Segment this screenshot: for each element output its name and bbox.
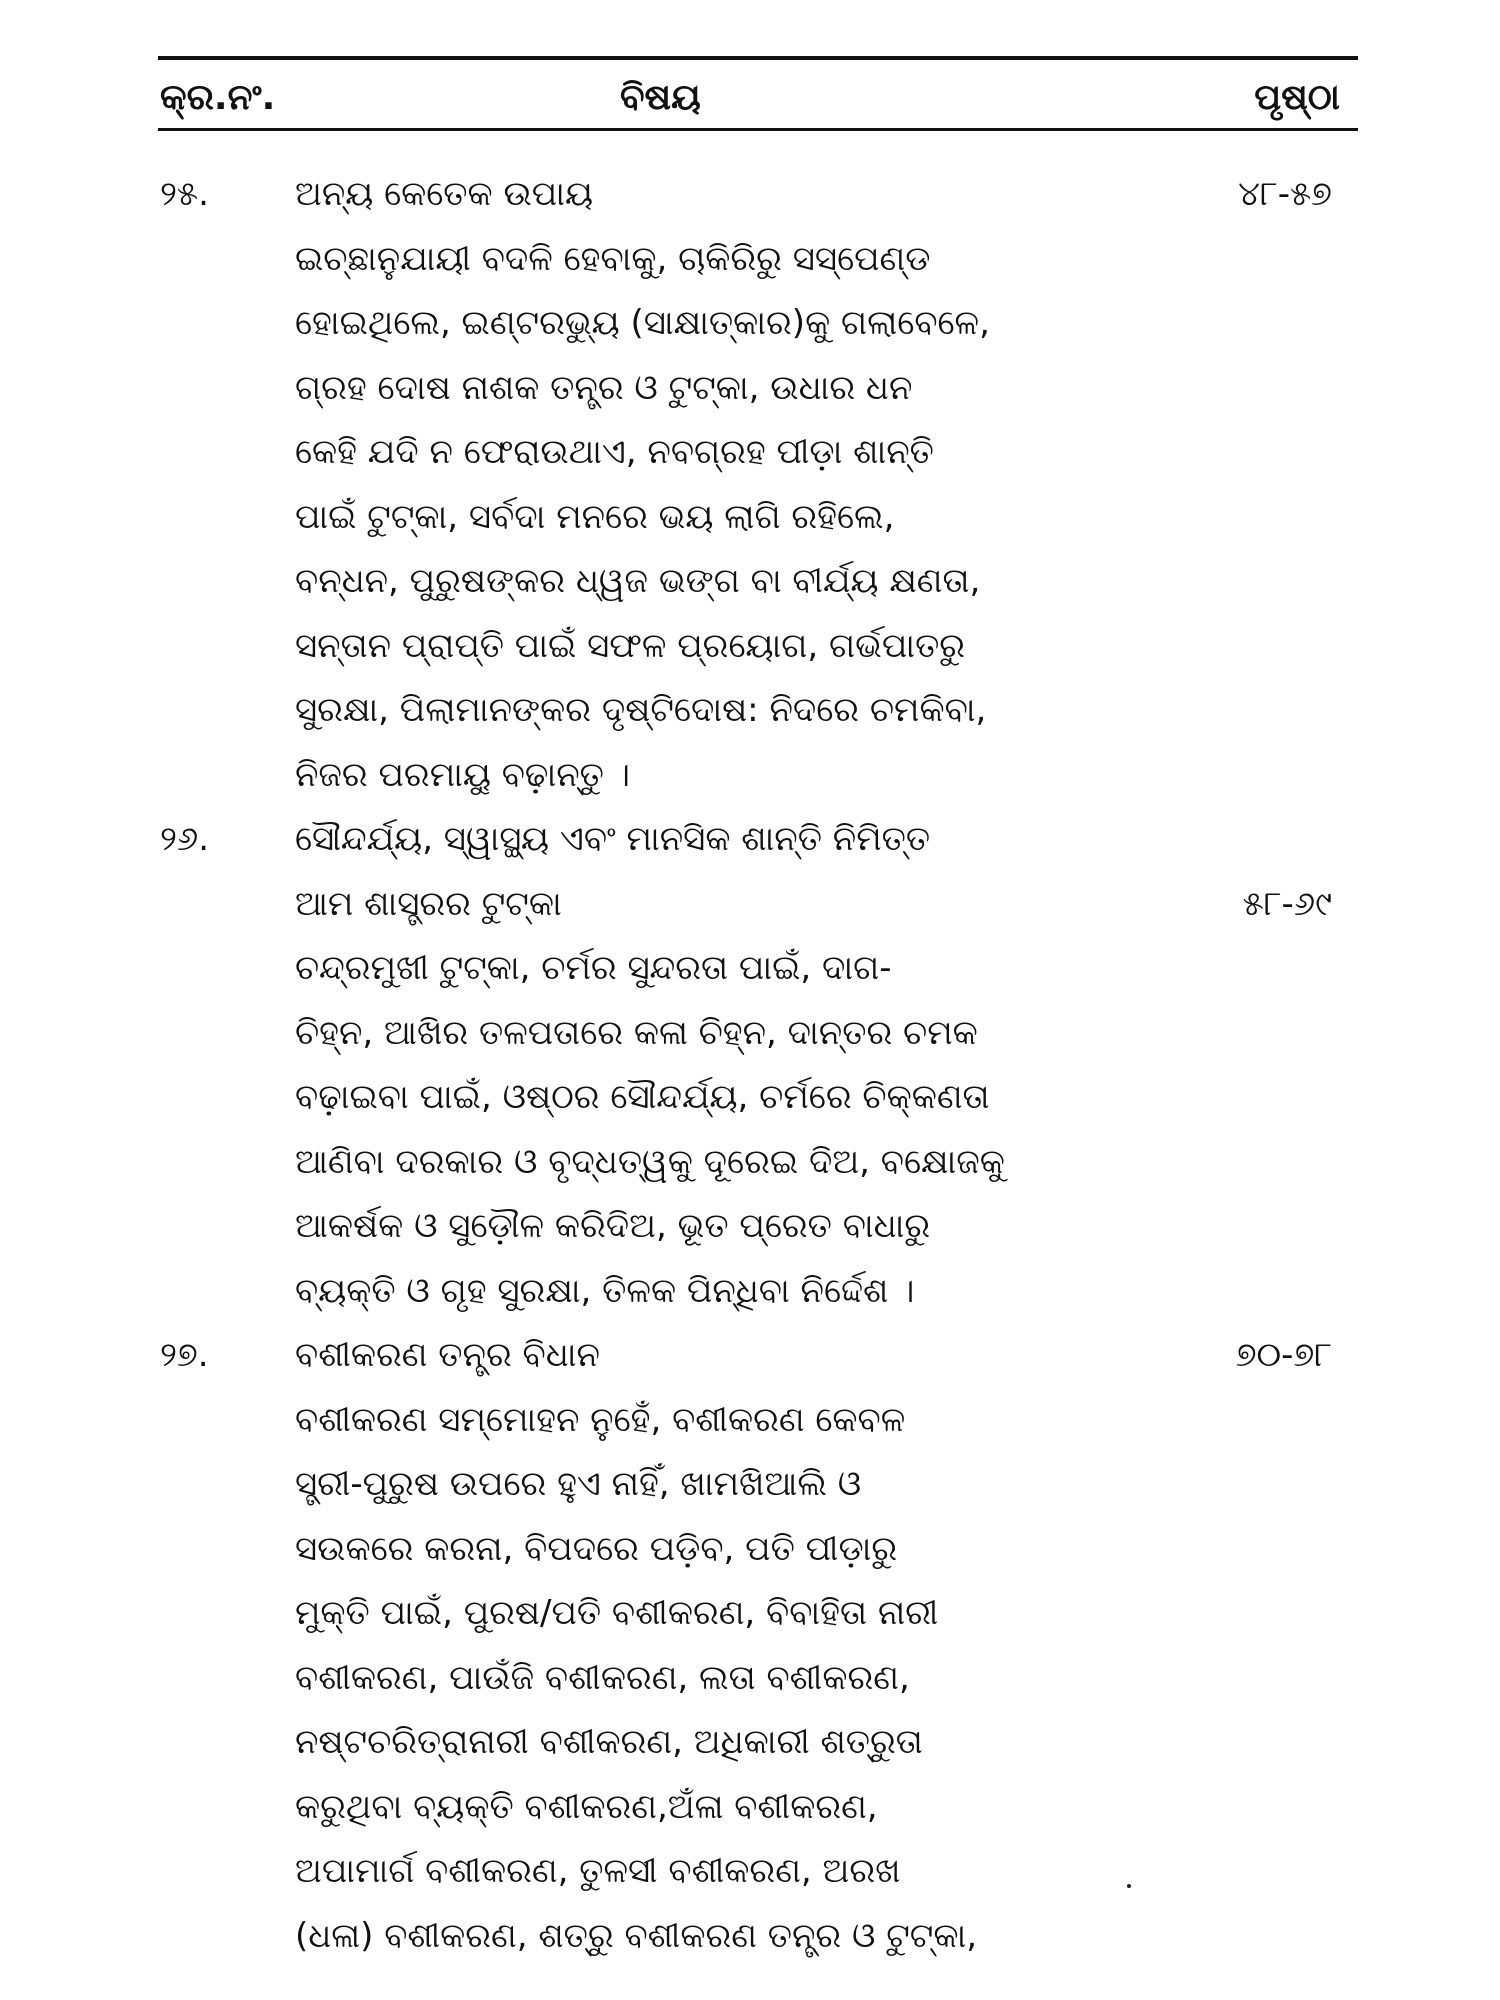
entry-line: ନିଜର ପରମାୟୁ ବଢ଼ାନ୍ତୁ ।: [295, 754, 630, 795]
entry-line: ବଶୀକରଣ, ପାଉଁଜି ବଶୀକରଣ, ଲତା ବଶୀକରଣ,: [295, 1657, 910, 1698]
entry-line: ସଉକରେ କରନା, ବିପଦରେ ପଡ଼ିବ, ପତି ପୀଡ଼ାରୁ: [295, 1528, 898, 1569]
serial-number-header: କ୍ର.ନଂ.: [160, 77, 276, 118]
entry-line: କେହି ଯଦି ନ ଫେରାଉଥାଏ, ନବଗ୍ରହ ପୀଡ଼ା ଶାନ୍ତି: [295, 432, 934, 472]
entry-number: ୨୬.: [160, 819, 210, 859]
entry-line: ବ୍ୟକ୍ତି ଓ ଗୃହ ସୁରକ୍ଷା, ତିଳକ ପିନ୍ଧିବା ନିର୍ଦ୍ଦେଶ ।: [295, 1270, 915, 1311]
entry-description: [295, 162, 1085, 807]
entry-line: ଚିହ୍ନ, ଆଖିର ତଳପତାରେ କଳା ଚିହ୍ନ, ଦାନ୍ତର ଚମକ: [295, 1012, 978, 1053]
entry-line: ଚନ୍ଦ୍ରମୁଖୀ ଟୁଟ୍‌କା, ଚର୍ମର ସୁନ୍ଦରତା ପାଇଁ, ଦାଗ-: [295, 948, 892, 988]
ink-speck: [1127, 1884, 1131, 1888]
entry-line: ଗ୍ରହ ଦୋଷ ନାଶକ ତନ୍ତ୍ର ଓ ଟୁଟ୍‌କା, ଉଧାର ଧନ: [295, 367, 913, 408]
entry-line: ନଷ୍ଟଚରିତ୍ରାନାରୀ ବଶୀକରଣ, ଅଧିକାରୀ ଶତ୍ରୁତା: [295, 1722, 923, 1762]
entry-line: ସ୍ତ୍ରୀ-ପୁରୁଷ ଉପରେ ହୁଏ ନାହିଁ, ଖାମଖିଆଲି ଓ: [295, 1464, 862, 1504]
entry-title: ସୌନ୍ଦର୍ଯ୍ୟ, ସ୍ୱାସ୍ଥ୍ୟ ଏବଂ ମାନସିକ ଶାନ୍ତି ନିମିତ୍ତ: [295, 819, 931, 859]
entry-line: ବଢ଼ାଇବା ପାଇଁ, ଓଷ୍ଠର ସୌନ୍ଦର୍ଯ୍ୟ, ଚର୍ମରେ ଚିକ୍କଣତା: [295, 1077, 990, 1117]
entry-line: (ଧଳା) ବଶୀକରଣ, ଶତ୍ରୁ ବଶୀକରଣ ତନ୍ତ୍ର ଓ ଟୁଟ୍‌କା,: [295, 1915, 978, 1956]
entry-line: ଆକର୍ଷକ ଓ ସୁଡ଼ୌଳ କରିଦିଅ, ଭୂତ ପ୍ରେତ ବାଧାରୁ: [295, 1206, 931, 1246]
entry-pages: ୪୮-୫୭: [1238, 174, 1332, 214]
entry-description: [295, 1323, 1085, 1968]
entry-description: [295, 807, 1085, 1323]
entry-line: ସୁରକ୍ଷା, ପିଲାମାନଙ୍କର ଦୃଷ୍ଟିଦୋଷ: ନିଦରେ ଚମକିବା,: [295, 690, 987, 730]
entry-line: ଆଣିବା ଦରକାର ଓ ବୃଦ୍ଧତ୍ୱକୁ ଦୂରେଇ ଦିଅ, ବକ୍ଷୋଜକୁ: [295, 1141, 1005, 1182]
entry-number: ୨୭.: [160, 1335, 209, 1375]
entry-pages: ୫୮-୬୯: [1242, 884, 1332, 924]
entry-title: ଅନ୍ୟ କେତେକ ଉପାୟ: [295, 174, 594, 214]
entry-line: ଇଚ୍ଛାନୁଯାୟୀ ବଦଳି ହେବାକୁ, ଚାକିରିରୁ ସସ୍‌ପେଣ୍ଡ: [295, 238, 931, 279]
header-rule: [158, 128, 1358, 131]
entry-line: ପାଇଁ ଟୁଟ୍‌କା, ସର୍ବଦା ମନରେ ଭୟ ଲାଗି ରହିଲେ,: [295, 496, 895, 537]
entry-title: ବଶୀକରଣ ତନ୍ତ୍ର ବିଧାନ: [295, 1335, 600, 1375]
entry-number: ୨୫.: [160, 174, 209, 214]
entry-line: ମୁକ୍ତି ପାଇଁ, ପୁରଷ/ପତି ବଶୀକରଣ, ବିବାହିତା ନାରୀ: [295, 1593, 939, 1633]
entry-line: ଅପାମାର୍ଗ ବଶୀକରଣ, ତୁଳସୀ ବଶୀକରଣ, ଅରଖ: [295, 1851, 901, 1891]
entry-line: ହୋଇଥିଲେ, ଇଣ୍ଟରଭ୍ୟୁ (ସାକ୍ଷାତ୍‌କାର)କୁ ଗଲାବେଳେ,: [295, 303, 990, 343]
entry-line: ସନ୍ତାନ ପ୍ରାପ୍ତି ପାଇଁ ସଫଳ ପ୍ରୟୋଗ, ଗର୍ଭପାତରୁ: [295, 625, 966, 666]
page-number-header: ପୃଷ୍ଠା: [1254, 77, 1340, 118]
entry-line: ବଶୀକରଣ ସମ୍ମୋହନ ନୁହେଁ, ବଶୀକରଣ କେବଳ: [295, 1399, 906, 1440]
entry-line: ବନ୍ଧନ, ପୁରୁଷଙ୍କର ଧ୍ୱଜ ଭଙ୍ଗ ବା ବୀର୍ଯ୍ୟ କ୍ଷଣତା,: [295, 561, 981, 601]
entry-title-continued: ଆମ ଶାସ୍ତ୍ରର ଟୁଟ୍‌କା: [295, 883, 562, 924]
entry-pages: ୭୦-୭୮: [1235, 1335, 1332, 1375]
top-rule: [158, 56, 1358, 60]
entry-line: କରୁଥିବା ବ୍ୟକ୍ତି ବଶୀକରଣ,ଅଁଳା ବଶୀକରଣ,: [295, 1786, 878, 1827]
subject-header: ବିଷୟ: [620, 77, 701, 118]
